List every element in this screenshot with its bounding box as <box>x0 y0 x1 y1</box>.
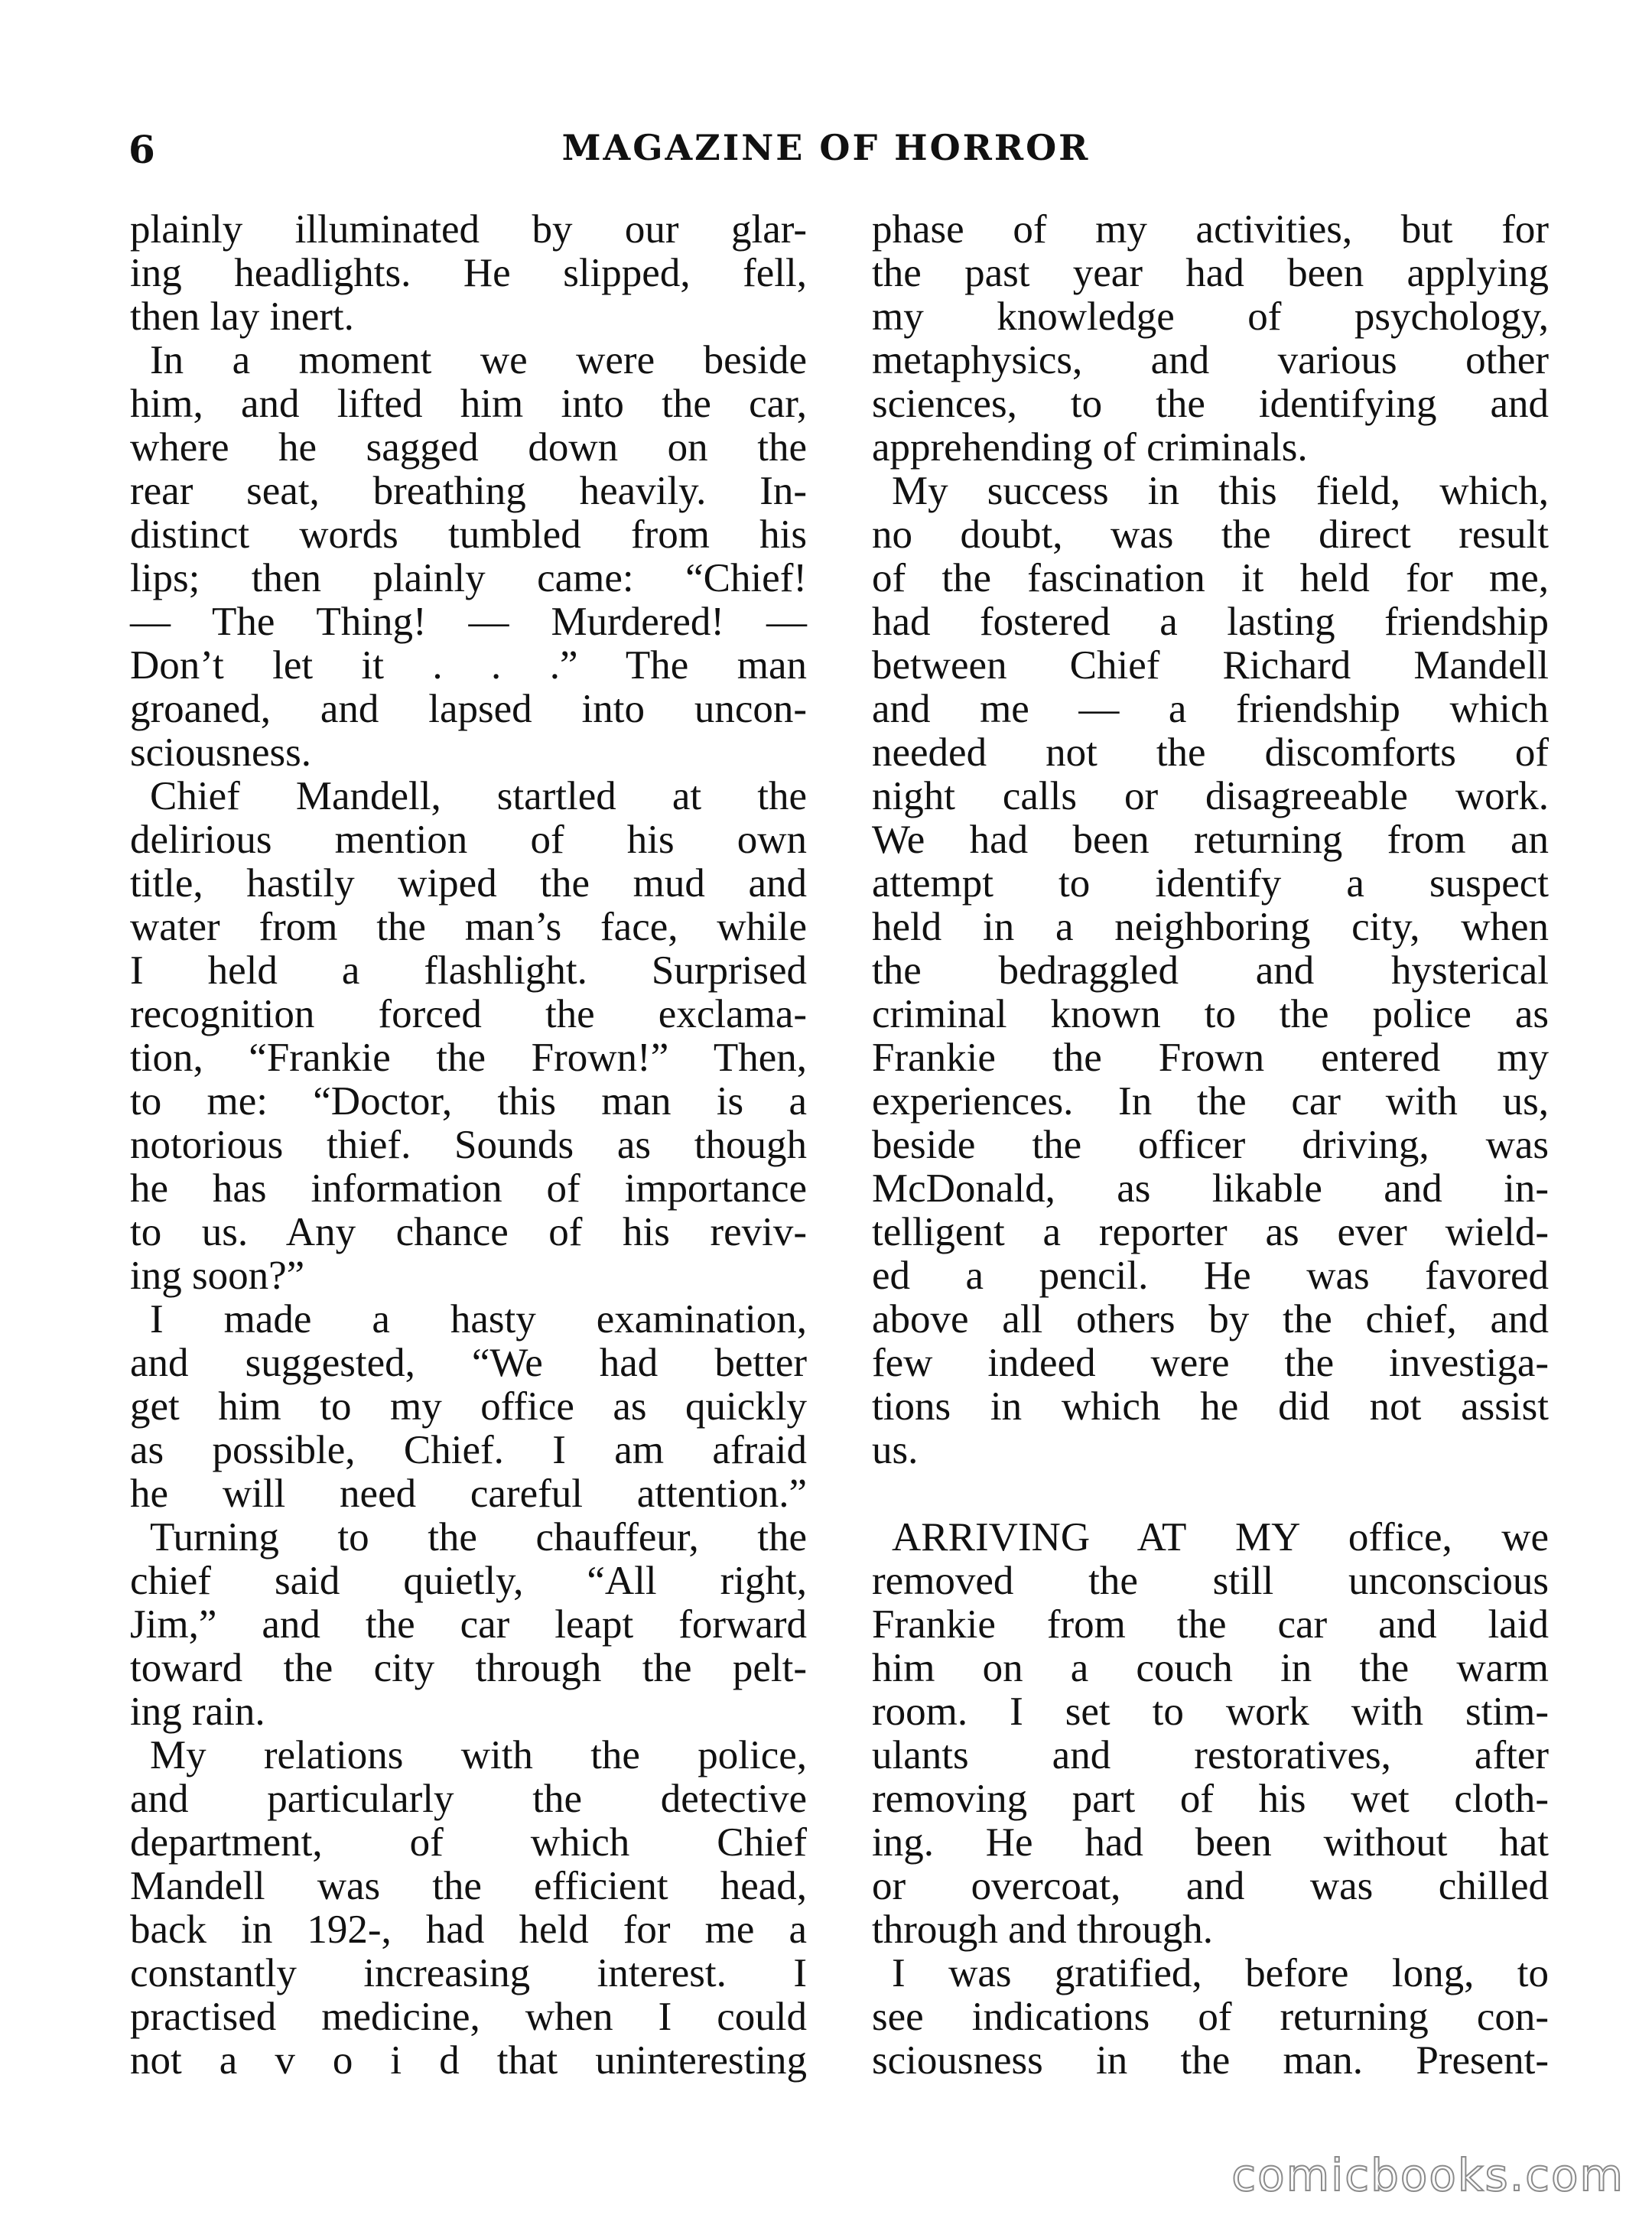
text-line: to me: “Doctor, this man is a <box>130 1079 807 1124</box>
text-line: Jim,” and the car leapt forward <box>130 1602 807 1647</box>
text-line: he has information of importance <box>130 1166 807 1211</box>
page-header <box>0 122 1652 184</box>
text-line: night calls or disagreeable work. <box>872 774 1549 818</box>
text-line: him on a couch in the warm <box>872 1646 1549 1690</box>
text-line: removed the still unconscious <box>872 1559 1549 1603</box>
text-line: title, hastily wiped the mud and <box>130 861 807 906</box>
text-line: Don’t let it . . .” The man <box>130 643 807 688</box>
text-line: through and through. <box>872 1907 1214 1952</box>
left-text-column <box>130 208 807 2083</box>
text-line: no doubt, was the direct result <box>872 512 1549 557</box>
text-line: and particularly the detective <box>130 1777 807 1821</box>
text-line: my knowledge of psychology, <box>872 294 1549 339</box>
text-line: practised medicine, when I could <box>130 1995 807 2039</box>
text-line: back in 192-, had held for me a <box>130 1907 807 1952</box>
text-line: room. I set to work with stim- <box>872 1690 1549 1734</box>
text-line: My relations with the police, <box>150 1733 807 1777</box>
text-line: or overcoat, and was chilled <box>872 1864 1549 1908</box>
text-line: I was gratified, before long, to <box>892 1951 1549 1995</box>
text-line: chief said quietly, “All right, <box>130 1559 807 1603</box>
text-line: ing soon?” <box>130 1254 305 1298</box>
text-line: removing part of his wet cloth- <box>872 1777 1549 1821</box>
watermark: comicbooks.com <box>1231 2149 1624 2201</box>
text-line: not a v o i d that uninteresting <box>130 2038 807 2083</box>
text-line: — The Thing! — Murdered! — <box>130 600 807 644</box>
text-line: ing headlights. He slipped, fell, <box>130 251 807 295</box>
text-line: My success in this field, which, <box>892 469 1549 513</box>
text-line: had fostered a lasting friendship <box>872 600 1549 644</box>
text-line: as possible, Chief. I am afraid <box>130 1428 807 1472</box>
text-line: water from the man’s face, while <box>130 905 807 949</box>
text-line: between Chief Richard Mandell <box>872 643 1549 688</box>
text-line: ing. He had been without hat <box>872 1820 1549 1865</box>
text-line: he will need careful attention.” <box>130 1472 807 1516</box>
text-line: Turning to the chauffeur, the <box>150 1515 807 1559</box>
text-line: ed a pencil. He was favored <box>872 1254 1549 1298</box>
text-line: Frankie from the car and laid <box>872 1602 1549 1647</box>
text-line: of the fascination it held for me, <box>872 556 1549 600</box>
text-line: sciousness in the man. Present- <box>872 2038 1549 2083</box>
section-break <box>872 1472 1549 1516</box>
text-line: see indications of returning con- <box>872 1995 1549 2039</box>
text-line: above all others by the chief, and <box>872 1297 1549 1342</box>
text-line: I made a hasty examination, <box>150 1297 807 1342</box>
text-line: rear seat, breathing heavily. In- <box>130 469 807 513</box>
text-line: In a moment we were beside <box>150 338 807 382</box>
text-line: recognition forced the exclama- <box>130 992 807 1036</box>
text-line: needed not the discomforts of <box>872 730 1549 775</box>
text-line: attempt to identify a suspect <box>872 861 1549 906</box>
text-line: tion, “Frankie the Frown!” Then, <box>130 1036 807 1080</box>
text-line: notorious thief. Sounds as though <box>130 1123 807 1167</box>
text-line: groaned, and lapsed into uncon- <box>130 687 807 731</box>
text-line: where he sagged down on the <box>130 425 807 470</box>
text-line: department, of which Chief <box>130 1820 807 1865</box>
text-line: distinct words tumbled from his <box>130 512 807 557</box>
text-line: plainly illuminated by our glar- <box>130 207 807 252</box>
text-line: I held a flashlight. Surprised <box>130 948 807 993</box>
text-line: phase of my activities, but for <box>872 207 1549 252</box>
running-head-title: MAGAZINE OF HORROR <box>561 127 1091 168</box>
text-line: Mandell was the efficient head, <box>130 1864 807 1908</box>
text-line: to us. Any chance of his reviv- <box>130 1210 807 1254</box>
text-line: beside the officer driving, was <box>872 1123 1549 1167</box>
text-line: Chief Mandell, startled at the <box>150 774 807 818</box>
text-line: constantly increasing interest. I <box>130 1951 807 1995</box>
right-text-column <box>872 208 1549 2083</box>
text-line: apprehending of criminals. <box>872 425 1308 470</box>
text-line: experiences. In the car with us, <box>872 1079 1549 1124</box>
text-line: Frankie the Frown entered my <box>872 1036 1549 1080</box>
text-line: the past year had been applying <box>872 251 1549 295</box>
text-line: sciousness. <box>130 730 312 775</box>
text-line: sciences, to the identifying and <box>872 382 1549 426</box>
text-line: ulants and restoratives, after <box>872 1733 1549 1777</box>
text-line: McDonald, as likable and in- <box>872 1166 1549 1211</box>
text-line: and suggested, “We had better <box>130 1341 807 1385</box>
text-line: criminal known to the police as <box>872 992 1549 1036</box>
text-line: then lay inert. <box>130 294 354 339</box>
text-line: him, and lifted him into the car, <box>130 382 807 426</box>
text-line: delirious mention of his own <box>130 818 807 862</box>
text-line: the bedraggled and hysterical <box>872 948 1549 993</box>
text-line: telligent a reporter as ever wield- <box>872 1210 1549 1254</box>
text-line: tions in which he did not assist <box>872 1384 1549 1429</box>
text-line: few indeed were the investiga- <box>872 1341 1549 1385</box>
text-line: lips; then plainly came: “Chief! <box>130 556 807 600</box>
text-line: ARRIVING AT MY office, we <box>892 1515 1549 1559</box>
text-line: held in a neighboring city, when <box>872 905 1549 949</box>
text-line: toward the city through the pelt- <box>130 1646 807 1690</box>
text-line: and me — a friendship which <box>872 687 1549 731</box>
page-number: 6 <box>128 127 155 172</box>
text-line: ing rain. <box>130 1690 265 1734</box>
text-line: metaphysics, and various other <box>872 338 1549 382</box>
text-line: We had been returning from an <box>872 818 1549 862</box>
text-line: get him to my office as quickly <box>130 1384 807 1429</box>
text-line: us. <box>872 1428 919 1472</box>
